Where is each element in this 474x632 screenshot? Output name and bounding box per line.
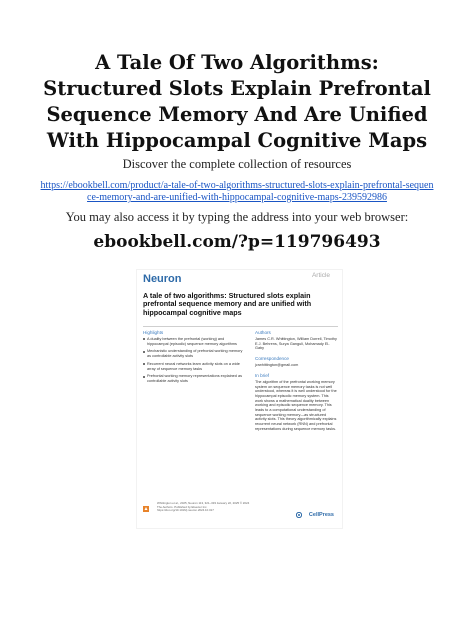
brief-text: The algorithm of the prefrontal working memory system on sequence memory tasks is not well understood, whereas it is well understood for the hippocampal episodic memory system. This work shows a mathematical duality between working and episodic sequence memory. This leads to a computational understanding of sequence working memory—as structured activity slots. This theory algorithmically explains recurrent neural network (RNN) and prefrontal representations during sequence memory tasks. [255,379,337,431]
access-instructions: You may also access it by typing the address into your web browser: [65,210,409,224]
correspondence-heading: Correspondence [255,356,289,362]
resource-link[interactable]: https://ebookbell.com/product/a-tale-of-two-algorithms-structured-slots-explain-prefrontal-sequence-memory-and-are-unified-with-hippocampal-cognitive-maps-239592986 [40,180,434,203]
short-url[interactable]: ebookbell.com/?p=119796493 [93,232,381,252]
article-label: Article [311,272,330,279]
title-divider [143,326,338,327]
highlights-column [143,330,246,387]
citation-footer: Whittington et al., 2025, Neuron 113, 321–333 January 22, 2025 © 2024 The Authors. Published by Elsevier Inc. https://doi.org/10.1016/j.neuron.2024.10.017 [157,501,250,513]
highlights-heading: Highlights [143,330,164,335]
brief-heading: In brief [255,372,270,378]
highlight-item: A duality between the prefrontal (working) and hippocampal (episodic) sequence memory algorithms [143,337,246,346]
journal-name: Neuron [143,273,182,285]
authors-column [255,330,337,437]
elsevier-tree-icon [143,506,149,512]
correspondence-email: jcrwhittington@gmail.com [255,363,299,368]
highlight-item: Recurrent neural networks learn activity slots on a wide array of sequence memory tasks [143,362,246,371]
authors-list: James C.R. Whittington, William Dorrell, Timothy E.J. Behrens, Surya Ganguli, Mohamady El-Gaby [255,337,337,351]
article-preview [137,270,342,528]
article-title: A tale of two algorithms: Structured slots explain prefrontal sequence memory and are unified with hippocampal cognitive maps [143,291,312,317]
highlight-item: Prefrontal working memory representations explained as controllable activity slots [143,374,246,383]
publisher-logo: CellPress [308,512,334,518]
authors-heading: Authors [255,330,271,335]
cellpress-icon [296,512,302,518]
discover-text: Discover the complete collection of resources [122,157,352,171]
highlight-item: Mechanistic understanding of prefrontal working memory as controllable activity slots [143,349,246,358]
page-title: A Tale Of Two Algorithms: Structured Slots Explain Prefrontal Sequence Memory And Are Unified With Hippocampal Cognitive Maps [43,51,431,152]
